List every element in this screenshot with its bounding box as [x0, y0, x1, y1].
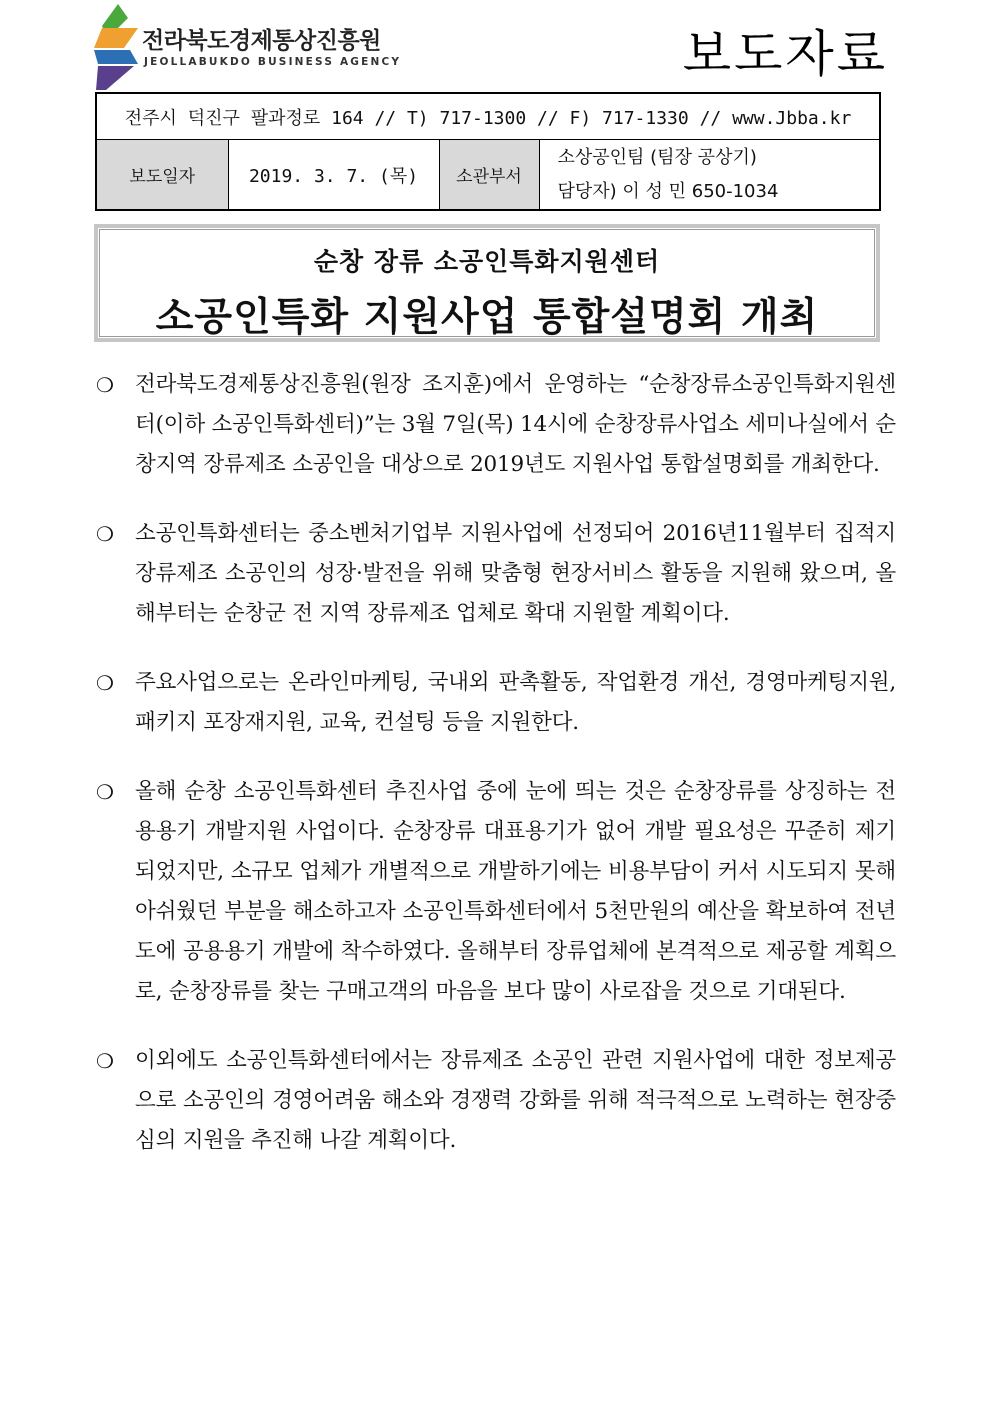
paragraph — [96, 772, 896, 1012]
paragraph-text: 이외에도 소공인특화센터에서는 장류제조 소공인 관련 지원사업에 대한 정보제공으로 소공인의 경영어려움 해소와 경쟁력 강화를 위해 적극적으로 노력하는 현장중심의 지원을 추진해 나갈 계획이다. — [135, 1048, 896, 1153]
meta-row — [96, 140, 880, 211]
document-type-heading: 보도자료 — [682, 25, 888, 83]
press-info-table — [95, 92, 881, 211]
circle-bullet-icon: ❍ — [96, 780, 114, 804]
org-name-en: JEOLLABUKDO BUSINESS AGENCY — [144, 56, 402, 68]
dept-team: 소상공인팀 (팀장 공상기) — [557, 146, 757, 168]
headline-subtitle: 순창 장류 소공인특화지원센터 — [313, 247, 661, 276]
headline-box — [94, 224, 880, 342]
org-name-ko: 전라북도경제통상진흥원 — [142, 28, 381, 54]
circle-bullet-icon: ❍ — [96, 522, 114, 546]
paragraph — [96, 663, 896, 743]
org-logo — [94, 4, 424, 90]
paragraph-text: 전라북도경제통상진흥원(원장 조지훈)에서 운영하는 “순창장류소공인특화지원센터(이하 소공인특화센터)”는 3월 7일(목) 14시에 순창장류사업소 세미나실에서 순창지역 장류제조 소공인을 대상으로 2019년도 지원사업 통합설명회를 개최한다. — [135, 372, 896, 477]
paragraph-text: 소공인특화센터는 중소벤처기업부 지원사업에 선정되어 2016년11월부터 집적지 장류제조 소공인의 성장·발전을 위해 맞춤형 현장서비스 활동을 지원해 왔으며, 올해부터는 순창군 전 지역 장류제조 업체로 확대 지원할 계획이다. — [135, 521, 896, 626]
address-row — [96, 93, 880, 140]
address-line: 전주시 덕진구 팔과정로 164 // T) 717-1300 // F) 717-1330 // www.Jbba.kr — [96, 93, 880, 140]
paragraph-text: 올해 순창 소공인특화센터 추진사업 중에 눈에 띄는 것은 순창장류를 상징하는 전용용기 개발지원 사업이다. 순창장류 대표용기가 없어 개발 필요성은 꾸준히 제기되었지만, 소규모 업체가 개별적으로 개발하기에는 비용부담이 커서 시도되지 못해 아쉬웠던 부분을 해소하고자 소공인특화센터에서 5천만원의 예산을 확보하여 전년도에 공용용기 개발에 착수하였다. 올해부터 장류업체에 본격적으로 제공할 계획으로, 순창장류를 찾는 구매고객의 마음을 보다 많이 사로잡을 것으로 기대된다. — [135, 779, 896, 1004]
circle-bullet-icon: ❍ — [96, 671, 114, 695]
date-label: 보도일자 — [96, 140, 228, 211]
article-body — [96, 365, 896, 1190]
paragraph — [96, 365, 896, 485]
date-value: 2019. 3. 7. (목) — [228, 140, 439, 211]
dept-contact: 담당자) 이 성 민 650-1034 — [557, 180, 779, 202]
paragraph-text: 주요사업으로는 온라인마케팅, 국내외 판촉활동, 작업환경 개선, 경영마케팅지원, 패키지 포장재지원, 교육, 컨설팅 등을 지원한다. — [135, 670, 896, 735]
paragraph — [96, 1041, 896, 1161]
logo-mark-icon — [94, 4, 142, 90]
circle-bullet-icon: ❍ — [96, 373, 114, 397]
dept-label: 소관부서 — [439, 140, 539, 211]
circle-bullet-icon: ❍ — [96, 1049, 114, 1073]
headline-title: 소공인특화 지원사업 통합설명회 개최 — [155, 295, 819, 340]
dept-value — [539, 140, 880, 211]
paragraph — [96, 514, 896, 634]
